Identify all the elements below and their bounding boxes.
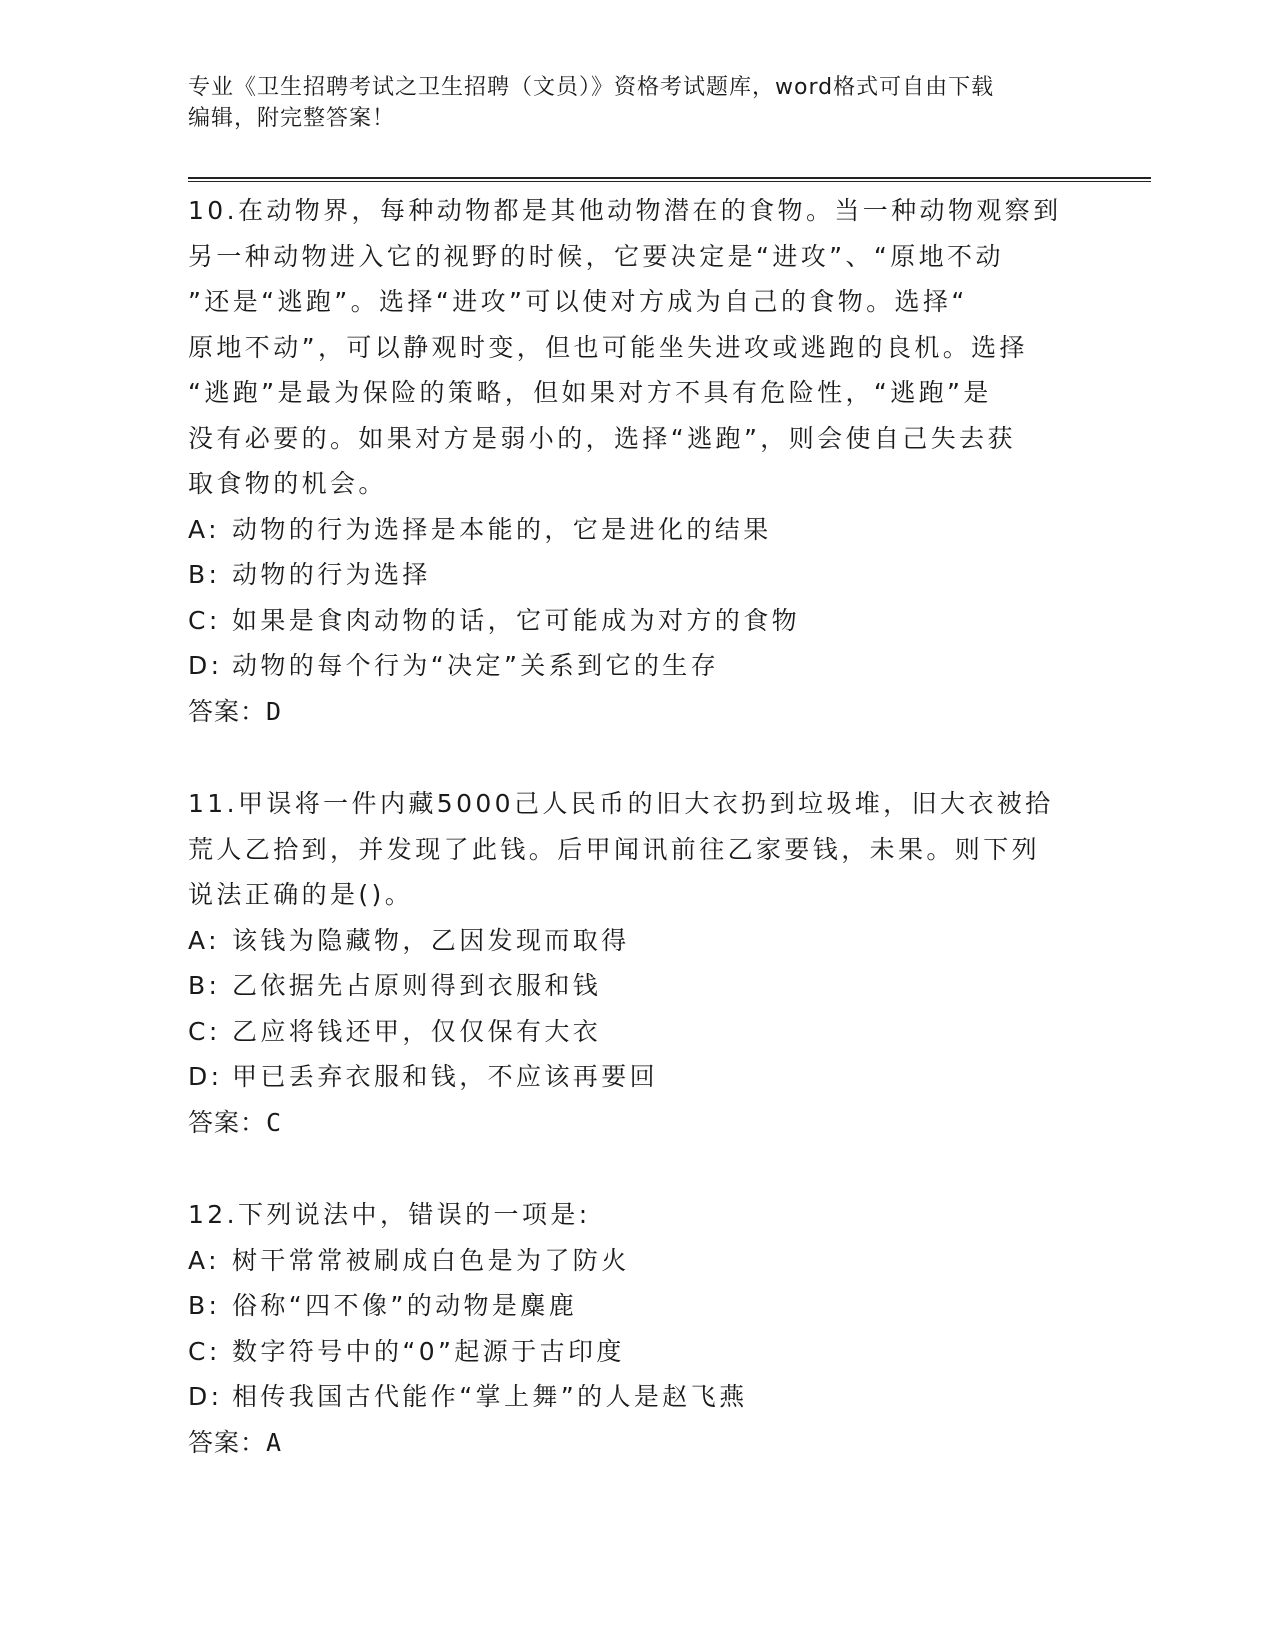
answer-label: 答案： bbox=[188, 1107, 267, 1137]
option-key: C: bbox=[188, 1016, 221, 1046]
option-text: 动物的行为选择 bbox=[232, 560, 431, 589]
option-c bbox=[188, 1329, 1088, 1375]
question-stem-line: 取食物的机会。 bbox=[188, 469, 387, 498]
option-b bbox=[188, 1283, 1088, 1329]
option-text: 树干常常被刷成白色是为了防火 bbox=[232, 1245, 630, 1275]
answer-value: D bbox=[266, 696, 283, 726]
option-key: D: bbox=[188, 651, 223, 680]
option-key: C: bbox=[188, 1336, 221, 1366]
option-text: 数字符号中的“0”起源于古印度 bbox=[232, 1336, 625, 1366]
option-b bbox=[188, 552, 1088, 598]
header-line-1: 专业《卫生招聘考试之卫生招聘（文员）》资格考试题库，word格式可自由下载 bbox=[188, 75, 995, 100]
question-stem-line: 另一种动物进入它的视野的时候，它要决定是“进攻”、“原地不动 bbox=[188, 241, 1004, 271]
question-stem-line: 12.下列说法中，错误的一项是: bbox=[188, 1200, 591, 1229]
answer-value: A bbox=[266, 1427, 283, 1457]
question-12 bbox=[188, 1192, 1088, 1465]
option-a bbox=[188, 507, 1088, 553]
option-key: B: bbox=[188, 1291, 221, 1320]
question-stem-line: 荒人乙拾到，并发现了此钱。后甲闻讯前往乙家要钱，未果。则下列 bbox=[188, 834, 1041, 864]
option-b bbox=[188, 963, 1088, 1009]
answer-line bbox=[188, 1420, 1088, 1466]
question-spacer bbox=[188, 1145, 1088, 1192]
answer-line bbox=[188, 1100, 1088, 1146]
answer-label: 答案： bbox=[188, 1427, 267, 1457]
option-text: 甲已丢弃衣服和钱，不应该再要回 bbox=[232, 1062, 659, 1091]
question-list bbox=[188, 188, 1088, 1465]
option-text: 动物的行为选择是本能的，它是进化的结果 bbox=[232, 514, 772, 544]
question-stem-line: ”还是“逃跑”。选择“进攻”可以使对方成为自己的食物。选择“ bbox=[188, 287, 968, 316]
option-text: 俗称“四不像”的动物是麋鹿 bbox=[232, 1291, 578, 1320]
question-stem-line: “逃跑”是最为保险的策略，但如果对方不具有危险性，“逃跑”是 bbox=[188, 378, 992, 407]
option-text: 相传我国古代能作“掌上舞”的人是赵飞燕 bbox=[232, 1382, 748, 1411]
option-text: 如果是食肉动物的话，它可能成为对方的食物 bbox=[232, 605, 801, 635]
answer-value: C bbox=[266, 1107, 283, 1137]
option-key: D: bbox=[188, 1062, 223, 1091]
option-key: B: bbox=[188, 971, 221, 1000]
header-divider bbox=[188, 177, 1151, 182]
question-stem-line: 说法正确的是()。 bbox=[188, 880, 414, 909]
option-d bbox=[188, 1054, 1088, 1100]
question-stem-line: 原地不动”，可以静观时变，但也可能坐失进攻或逃跑的良机。选择 bbox=[188, 332, 1028, 362]
option-key: C: bbox=[188, 605, 221, 635]
option-text: 乙依据先占原则得到衣服和钱 bbox=[232, 971, 602, 1000]
option-d bbox=[188, 643, 1088, 689]
option-text: 动物的每个行为“决定”关系到它的生存 bbox=[232, 651, 720, 680]
question-10 bbox=[188, 188, 1088, 734]
option-d bbox=[188, 1374, 1088, 1420]
option-key: B: bbox=[188, 560, 221, 589]
option-text: 乙应将钱还甲，仅仅保有大衣 bbox=[232, 1016, 602, 1046]
option-text: 该钱为隐藏物，乙因发现而取得 bbox=[232, 925, 630, 955]
question-spacer bbox=[188, 734, 1088, 781]
option-a bbox=[188, 1238, 1088, 1284]
document-header bbox=[188, 72, 1088, 134]
option-key: A: bbox=[188, 925, 220, 955]
option-key: A: bbox=[188, 514, 220, 544]
question-11 bbox=[188, 781, 1088, 1145]
question-stem-line: 11.甲误将一件内藏5000己人民币的旧大衣扔到垃圾堆，旧大衣被拾 bbox=[188, 789, 1054, 818]
answer-line bbox=[188, 689, 1088, 735]
option-key: A: bbox=[188, 1245, 220, 1275]
option-c bbox=[188, 1009, 1088, 1055]
answer-label: 答案： bbox=[188, 696, 267, 726]
option-a bbox=[188, 918, 1088, 964]
question-stem-line: 没有必要的。如果对方是弱小的，选择“逃跑”，则会使自己失去获 bbox=[188, 423, 1016, 453]
header-line-2: 编辑，附完整答案！ bbox=[188, 106, 396, 131]
question-stem-line: 10.在动物界，每种动物都是其他动物潜在的食物。当一种动物观察到 bbox=[188, 196, 1062, 225]
option-c bbox=[188, 598, 1088, 644]
option-key: D: bbox=[188, 1382, 223, 1411]
